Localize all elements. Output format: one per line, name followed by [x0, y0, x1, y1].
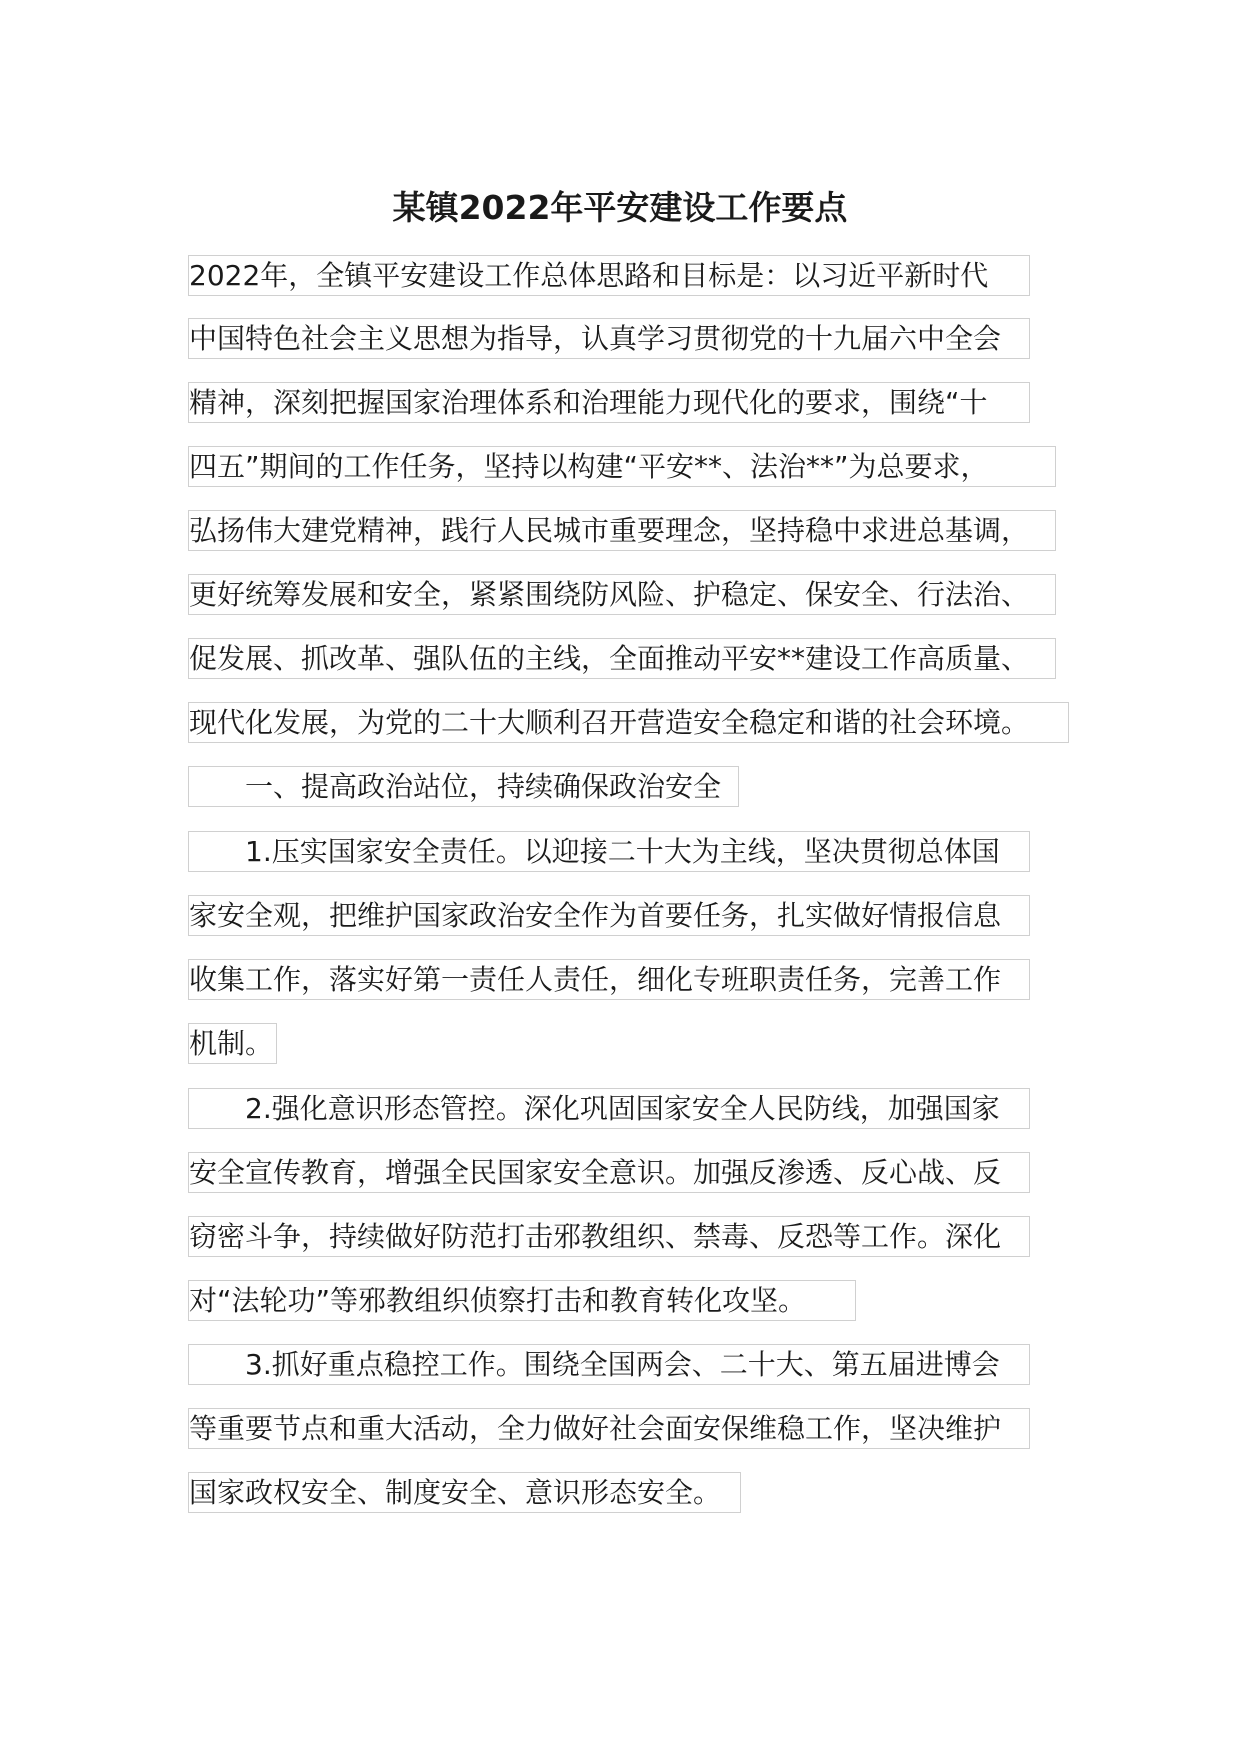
intro-line: 更好统筹发展和安全，紧紧围绕防风险、护稳定、保安全、行法治、 [188, 574, 1055, 615]
line-border [1055, 574, 1056, 615]
intro-line: 四五”期间的工作任务，坚持以构建“平安**、法治**”为总要求， [188, 446, 1055, 487]
line-border [1029, 318, 1030, 359]
item3-line: 国家政权安全、制度安全、意识形态安全。 [188, 1472, 740, 1513]
line-border [1029, 255, 1030, 296]
line-border [1029, 1152, 1030, 1193]
intro-line: 弘扬伟大建党精神，践行人民城市重要理念，坚持稳中求进总基调， [188, 510, 1055, 551]
item2-line: 安全宣传教育，增强全民国家安全意识。加强反渗透、反心战、反 [188, 1152, 1029, 1193]
item1-line: 收集工作，落实好第一责任人责任，细化专班职责任务，完善工作 [188, 959, 1029, 1000]
line-border [276, 1023, 277, 1064]
line-border [1055, 510, 1056, 551]
intro-line: 精神，深刻把握国家治理体系和治理能力现代化的要求，围绕“十 [188, 382, 1029, 423]
intro-line: 中国特色社会主义思想为指导，认真学习贯彻党的十九届六中全会 [188, 318, 1029, 359]
item2-line: 对“法轮功”等邪教组织侦察打击和教育转化攻坚。 [188, 1280, 855, 1321]
intro-line: 促发展、抓改革、强队伍的主线，全面推动平安**建设工作高质量、 [188, 638, 1055, 679]
line-border [1029, 1344, 1030, 1385]
line-border [1029, 895, 1030, 936]
line-border [1029, 1088, 1030, 1129]
line-border [1029, 1216, 1030, 1257]
line-border [1068, 702, 1069, 743]
item1-line: 家安全观，把维护国家政治安全作为首要任务，扎实做好情报信息 [188, 895, 1029, 936]
item1-line: 机制。 [188, 1023, 276, 1064]
line-border [1029, 831, 1030, 872]
item2-line: 窃密斗争，持续做好防范打击邪教组织、禁毒、反恐等工作。深化 [188, 1216, 1029, 1257]
intro-line: 2022年，全镇平安建设工作总体思路和目标是：以习近平新时代 [188, 255, 1029, 296]
page-title: 某镇2022年平安建设工作要点 [392, 188, 848, 227]
item3-line: 3.抓好重点稳控工作。围绕全国两会、二十大、第五届进博会 [188, 1344, 1029, 1385]
intro-line: 现代化发展，为党的二十大顺利召开营造安全稳定和谐的社会环境。 [188, 702, 1068, 743]
line-border [1055, 638, 1056, 679]
line-border [1029, 1408, 1030, 1449]
line-border [1029, 382, 1030, 423]
item3-line: 等重要节点和重大活动，全力做好社会面安保维稳工作，坚决维护 [188, 1408, 1029, 1449]
item2-line: 2.强化意识形态管控。深化巩固国家安全人民防线，加强国家 [188, 1088, 1029, 1129]
line-border [738, 766, 739, 807]
line-border [855, 1280, 856, 1321]
line-border [1029, 959, 1030, 1000]
item1-line: 1.压实国家安全责任。以迎接二十大为主线，坚决贯彻总体国 [188, 831, 1029, 872]
section-heading: 一、提高政治站位，持续确保政治安全 [188, 766, 738, 807]
line-border [740, 1472, 741, 1513]
line-border [1055, 446, 1056, 487]
